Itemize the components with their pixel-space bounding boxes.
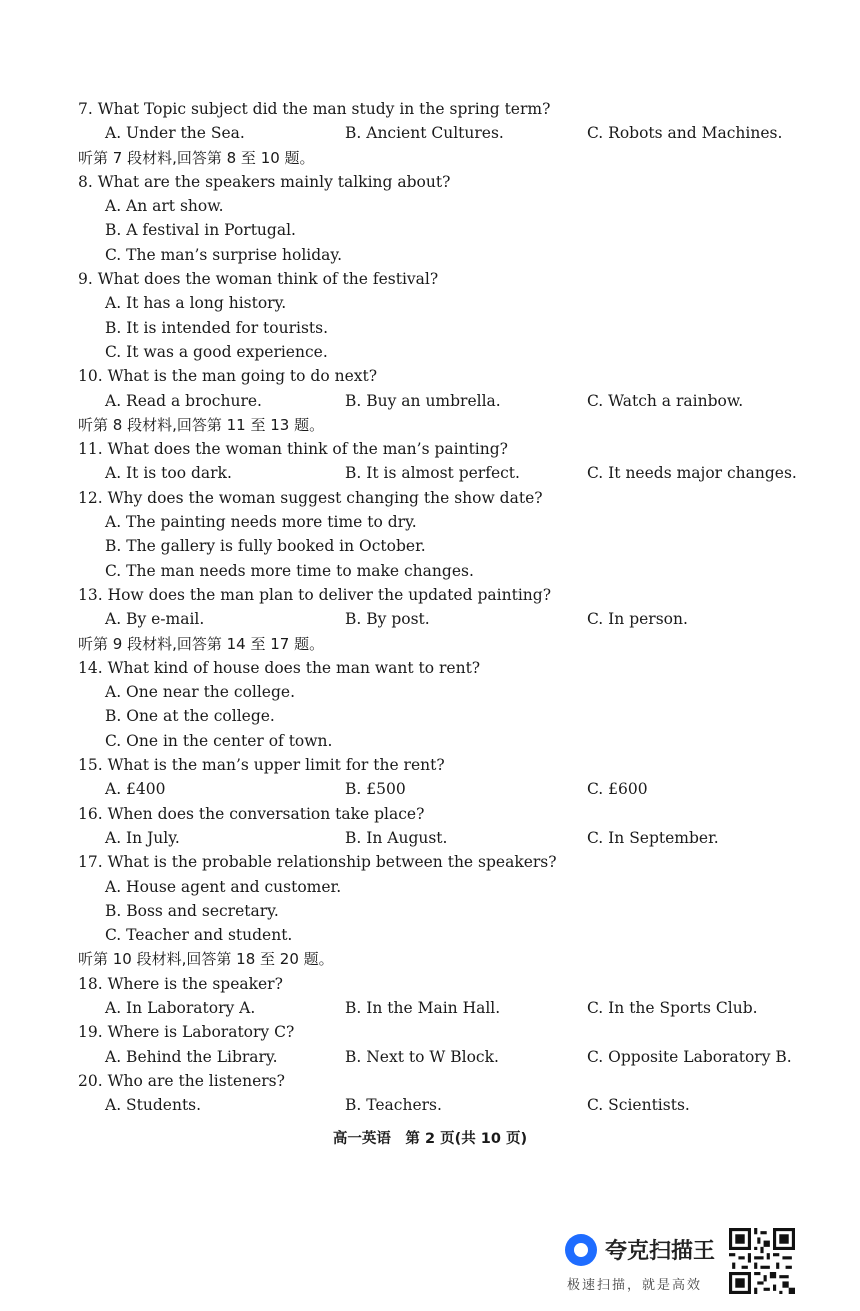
option-line: A. It has a long history. [105, 294, 287, 313]
option-c: C. Scientists. [587, 1096, 690, 1115]
option-line: B. One at the college. [105, 707, 275, 726]
option-line: C. The man’s surprise holiday. [105, 245, 343, 264]
questions-block [78, 97, 798, 1117]
question-stem: 12. Why does the woman suggest changing the show date? [78, 488, 543, 507]
section-instruction: 听第 8 段材料,回答第 11 至 13 题。 [78, 415, 325, 434]
option-c: C. Robots and Machines. [587, 124, 783, 143]
option-c: C. £600 [587, 780, 648, 799]
options-row [78, 389, 798, 413]
options-row [78, 607, 798, 631]
option-c: C. It needs major changes. [587, 464, 797, 483]
option-line: B. A festival in Portugal. [105, 221, 296, 240]
question-stem: 14. What kind of house does the man want to rent? [78, 658, 481, 677]
option-line: A. An art show. [105, 197, 224, 216]
section-instruction: 听第 9 段材料,回答第 14 至 17 题。 [78, 634, 325, 653]
options-row [78, 121, 798, 145]
option-line: C. One in the center of town. [105, 731, 333, 750]
option-a: A. £400 [105, 780, 166, 799]
qr-code-icon [729, 1228, 795, 1294]
section-instruction: 听第 10 段材料,回答第 18 至 20 题。 [78, 950, 334, 969]
option-b: B. £500 [345, 780, 406, 799]
page-footer: 高一英语 第 2 页(共 10 页) [332, 1131, 528, 1147]
option-b: B. In August. [345, 828, 448, 847]
option-a: A. By e-mail. [105, 610, 205, 629]
option-a: A. Students. [105, 1096, 202, 1115]
option-line: A. House agent and customer. [105, 877, 342, 896]
option-b: B. Next to W Block. [345, 1047, 499, 1066]
option-a: A. Under the Sea. [105, 124, 245, 143]
brand-slogan: 极速扫描，就是高效 [567, 1278, 703, 1293]
quark-logo-icon [565, 1234, 597, 1266]
options-row [78, 996, 798, 1020]
question-stem: 15. What is the man’s upper limit for the rent? [78, 756, 445, 775]
option-line: A. One near the college. [105, 683, 296, 702]
option-line: B. It is intended for tourists. [105, 318, 329, 337]
question-stem: 7. What Topic subject did the man study in the spring term? [78, 100, 551, 118]
question-stem: 20. Who are the listeners? [78, 1071, 285, 1090]
option-c: C. In person. [587, 610, 688, 629]
options-row [78, 1093, 798, 1117]
option-a: A. In Laboratory A. [105, 998, 256, 1017]
option-b: B. By post. [345, 610, 430, 629]
question-stem: 10. What is the man going to do next? [78, 367, 378, 386]
option-line: C. It was a good experience. [105, 342, 328, 361]
scanner-watermark [565, 1228, 795, 1298]
option-c: C. In September. [587, 828, 719, 847]
section-instruction: 听第 7 段材料,回答第 8 至 10 题。 [78, 148, 315, 167]
question-stem: 19. Where is Laboratory C? [78, 1023, 295, 1042]
option-b: B. Buy an umbrella. [345, 391, 501, 410]
question-stem: 8. What are the speakers mainly talking about? [78, 172, 451, 191]
option-c: C. In the Sports Club. [587, 998, 758, 1017]
option-a: A. It is too dark. [105, 464, 232, 483]
option-line: A. The painting needs more time to dry. [105, 513, 417, 532]
option-a: A. Read a brochure. [105, 391, 262, 410]
option-b: B. In the Main Hall. [345, 998, 501, 1017]
question-stem: 13. How does the man plan to deliver the updated painting? [78, 585, 552, 604]
question-stem: 18. Where is the speaker? [78, 974, 283, 993]
question-stem: 16. When does the conversation take place? [78, 804, 425, 823]
option-a: A. In July. [105, 828, 180, 847]
option-c: C. Watch a rainbow. [587, 391, 744, 410]
option-a: A. Behind the Library. [105, 1047, 278, 1066]
option-line: C. Teacher and student. [105, 926, 293, 945]
option-b: B. Ancient Cultures. [345, 124, 504, 143]
options-row [78, 777, 798, 801]
question-stem: 9. What does the woman think of the festival? [78, 270, 439, 289]
options-row [78, 461, 798, 485]
option-line: C. The man needs more time to make changes. [105, 561, 474, 580]
option-line: B. The gallery is fully booked in October. [105, 537, 426, 556]
options-row [78, 1045, 798, 1069]
option-c: C. Opposite Laboratory B. [587, 1047, 792, 1066]
option-line: B. Boss and secretary. [105, 901, 279, 920]
question-stem: 11. What does the woman think of the man’s painting? [78, 440, 508, 459]
question-stem: 17. What is the probable relationship between the speakers? [78, 853, 557, 872]
option-b: B. Teachers. [345, 1096, 442, 1115]
brand-name: 夸克扫描王 [605, 1239, 716, 1264]
options-row [78, 826, 798, 850]
option-b: B. It is almost perfect. [345, 464, 520, 483]
